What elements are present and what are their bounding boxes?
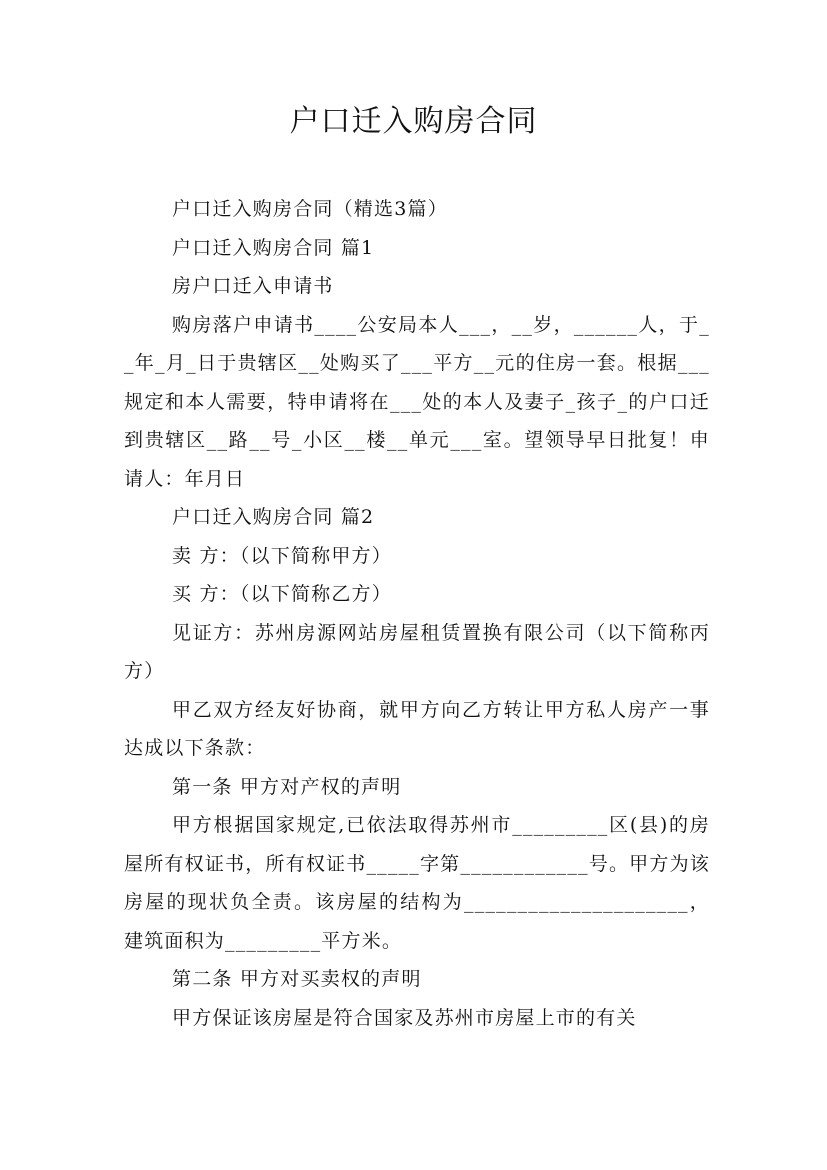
paragraph-application-body: 购房落户申请书____公安局本人___，__岁，______人，于__年_月_日于贵辖区__处购买了___平方__元的住房一套。根据___规定和本人需要，特申请将在___处的本人及妻子_孩子_的户口迁到贵辖区__路__号_小区__楼__单元___室。望领导早日批复！申请人：年月日 — [124, 313, 710, 490]
paragraph-part-2-heading: 户口迁入购房合同 篇2 — [172, 506, 375, 528]
paragraph-article-2-body: 甲方保证该房屋是符合国家及苏州市房屋上市的有关 — [172, 1006, 637, 1029]
paragraph-part-1-heading: 户口迁入购房合同 篇1 — [172, 236, 375, 259]
paragraph-article-1-body: 甲方根据国家规定,已依法取得苏州市_________区(县)的房屋所有权证书，所有权证书_____字第____________号。甲方为该房屋的现状负全责。该房屋的结构为_____________________，建筑面积为_________平方米。 — [124, 814, 710, 952]
paragraph-agreement-intro: 甲乙双方经友好协商，就甲方向乙方转让甲方私人房产一事达成以下条款： — [124, 698, 710, 759]
paragraph-buyer: 买 方：（以下简称乙方） — [172, 583, 392, 605]
paragraph-article-2-heading: 第二条 甲方对买卖权的声明 — [172, 968, 422, 990]
document-body — [124, 190, 710, 1037]
paragraph-witness: 见证方：苏州房源网站房屋租赁置换有限公司（以下简称丙方） — [124, 621, 710, 682]
paragraph-article-1-heading: 第一条 甲方对产权的声明 — [172, 775, 402, 798]
paragraph-application-heading: 房户口迁入申请书 — [172, 275, 334, 297]
paragraph-seller: 卖 方：（以下简称甲方） — [172, 544, 392, 567]
paragraph-subtitle: 户口迁入购房合同（精选3篇） — [172, 198, 448, 220]
document-title: 户口迁入购房合同 — [289, 104, 538, 139]
